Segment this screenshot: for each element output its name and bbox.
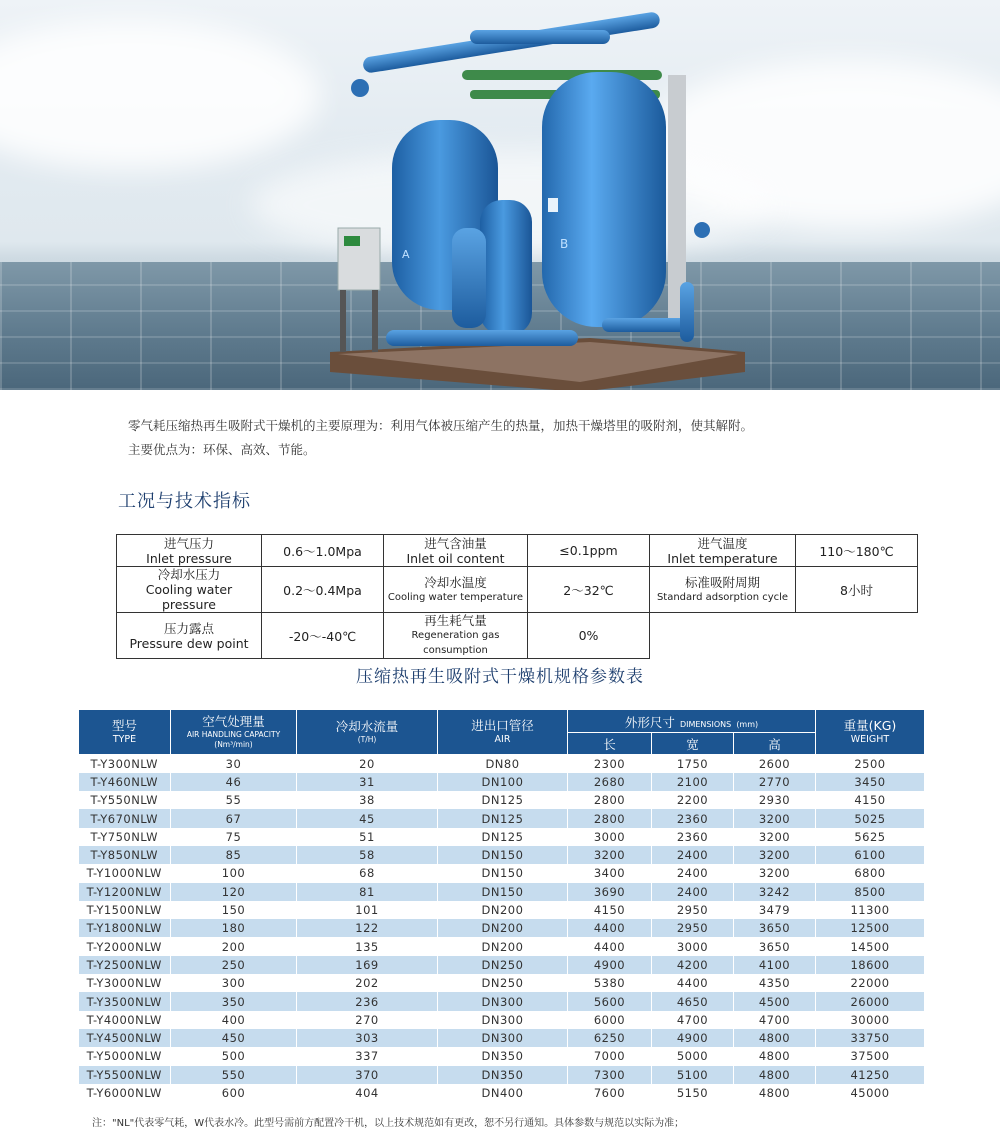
cell-height: 4800 — [734, 1047, 816, 1065]
cell-cooling-water: 303 — [297, 1029, 438, 1047]
cell-weight: 26000 — [816, 992, 925, 1010]
cell-type: T-Y4500NLW — [79, 1029, 171, 1047]
cell-air-capacity: 55 — [171, 791, 297, 809]
cell-port-size: DN125 — [438, 828, 568, 846]
cell-air-capacity: 550 — [171, 1066, 297, 1084]
cell-type: T-Y670NLW — [79, 809, 171, 827]
cell-width: 5150 — [652, 1084, 734, 1102]
cell-length: 3000 — [568, 828, 652, 846]
cell-air-capacity: 150 — [171, 901, 297, 919]
cooler-pipe — [452, 228, 486, 328]
cell-type: T-Y3500NLW — [79, 992, 171, 1010]
cell-length: 6000 — [568, 1011, 652, 1029]
cell-height: 3200 — [734, 864, 816, 882]
cell-length: 2680 — [568, 773, 652, 791]
conditions-title: 工况与技术指标 — [118, 491, 251, 512]
cell-width: 3000 — [652, 937, 734, 955]
cell-width: 2400 — [652, 846, 734, 864]
cell-height: 4500 — [734, 992, 816, 1010]
cell-length: 3400 — [568, 864, 652, 882]
cell-width: 2360 — [652, 828, 734, 846]
cell-weight: 45000 — [816, 1084, 925, 1102]
cell-cooling-water: 169 — [297, 956, 438, 974]
cond-label: 标准吸附周期 Standard adsorption cycle — [650, 567, 796, 613]
cell-port-size: DN350 — [438, 1047, 568, 1065]
cell-length: 5600 — [568, 992, 652, 1010]
cond-value: -20～-40℃ — [262, 613, 384, 659]
cell-cooling-water: 68 — [297, 864, 438, 882]
cell-cooling-water: 270 — [297, 1011, 438, 1029]
cell-length: 7000 — [568, 1047, 652, 1065]
cell-cooling-water: 45 — [297, 809, 438, 827]
cell-air-capacity: 180 — [171, 919, 297, 937]
cell-cooling-water: 135 — [297, 937, 438, 955]
cell-air-capacity: 500 — [171, 1047, 297, 1065]
cond-value: 0.2～0.4Mpa — [262, 567, 384, 613]
cell-length: 4400 — [568, 937, 652, 955]
table-row — [79, 883, 925, 901]
cell-cooling-water: 236 — [297, 992, 438, 1010]
cell-width: 2400 — [652, 883, 734, 901]
cell-height: 3650 — [734, 937, 816, 955]
cell-weight: 18600 — [816, 956, 925, 974]
cell-port-size: DN200 — [438, 919, 568, 937]
table-row — [79, 755, 925, 773]
cell-height: 4100 — [734, 956, 816, 974]
table-row — [79, 992, 925, 1010]
table-row — [79, 956, 925, 974]
cell-cooling-water: 51 — [297, 828, 438, 846]
cond-value: ≤0.1ppm — [528, 535, 650, 567]
cell-type: T-Y850NLW — [79, 846, 171, 864]
cell-height: 3650 — [734, 919, 816, 937]
cell-width: 1750 — [652, 755, 734, 773]
table-row — [79, 864, 925, 882]
table-row — [79, 773, 925, 791]
cell-air-capacity: 200 — [171, 937, 297, 955]
cell-width: 2200 — [652, 791, 734, 809]
cell-width: 2950 — [652, 901, 734, 919]
cell-width: 2950 — [652, 919, 734, 937]
cell-port-size: DN400 — [438, 1084, 568, 1102]
cell-type: T-Y4000NLW — [79, 1011, 171, 1029]
cell-cooling-water: 38 — [297, 791, 438, 809]
cond-label: 再生耗气量 Regeneration gas consumption — [384, 613, 528, 659]
cell-port-size: DN200 — [438, 937, 568, 955]
cabinet-leg — [372, 290, 378, 352]
cell-port-size: DN80 — [438, 755, 568, 773]
table-row — [79, 791, 925, 809]
cell-height: 2930 — [734, 791, 816, 809]
product-hero-image — [0, 0, 1000, 390]
cell-air-capacity: 450 — [171, 1029, 297, 1047]
cell-length: 2800 — [568, 791, 652, 809]
cell-weight: 6800 — [816, 864, 925, 882]
cell-length: 5380 — [568, 974, 652, 992]
cell-length: 3200 — [568, 846, 652, 864]
cell-weight: 5625 — [816, 828, 925, 846]
cond-label: 压力露点 Pressure dew point — [117, 613, 262, 659]
cell-weight: 22000 — [816, 974, 925, 992]
cell-air-capacity: 400 — [171, 1011, 297, 1029]
cell-weight: 2500 — [816, 755, 925, 773]
header-port-size: 进出口管径 AIR — [438, 710, 568, 755]
tank-b-label: B — [560, 237, 569, 251]
header-cooling-water: 冷却水流量 (T/H) — [297, 710, 438, 755]
cell-type: T-Y2500NLW — [79, 956, 171, 974]
valve — [351, 79, 369, 97]
cell-type: T-Y550NLW — [79, 791, 171, 809]
cell-length: 2300 — [568, 755, 652, 773]
header-dimensions: 外形尺寸 DIMENSIONS (mm) — [568, 710, 816, 733]
cabinet-leg — [340, 290, 346, 352]
cell-cooling-water: 101 — [297, 901, 438, 919]
tank-b — [542, 72, 666, 327]
intro-text — [128, 414, 753, 462]
table-row — [79, 1066, 925, 1084]
cell-height: 4350 — [734, 974, 816, 992]
cell-port-size: DN250 — [438, 974, 568, 992]
cell-cooling-water: 20 — [297, 755, 438, 773]
cell-type: T-Y3000NLW — [79, 974, 171, 992]
cell-cooling-water: 58 — [297, 846, 438, 864]
cell-weight: 14500 — [816, 937, 925, 955]
cell-weight: 3450 — [816, 773, 925, 791]
cell-air-capacity: 30 — [171, 755, 297, 773]
tank-a-label: A — [402, 248, 410, 261]
spec-header-row — [79, 710, 925, 733]
footnote: 注："NL"代表零气耗，W代表水冷。此型号需前方配置冷干机，以上技术规范如有更改，恕不另行通知。具体参数与规范以实际为准； — [92, 1118, 685, 1129]
cell-port-size: DN150 — [438, 883, 568, 901]
conditions-row — [117, 535, 918, 567]
header-height: 高 — [734, 733, 816, 755]
cell-port-size: DN300 — [438, 1029, 568, 1047]
cell-port-size: DN350 — [438, 1066, 568, 1084]
header-air-capacity: 空气处理量 AIR HANDLING CAPACITY (Nm³/min) — [171, 710, 297, 755]
header-length: 长 — [568, 733, 652, 755]
cell-weight: 30000 — [816, 1011, 925, 1029]
cell-width: 4400 — [652, 974, 734, 992]
cell-height: 4800 — [734, 1066, 816, 1084]
cell-air-capacity: 120 — [171, 883, 297, 901]
cell-height: 3200 — [734, 846, 816, 864]
cond-label: 进气压力 Inlet pressure — [117, 535, 262, 567]
cell-height: 3200 — [734, 828, 816, 846]
cell-air-capacity: 350 — [171, 992, 297, 1010]
cond-value: 2～32℃ — [528, 567, 650, 613]
conditions-row — [117, 613, 918, 659]
cell-weight: 12500 — [816, 919, 925, 937]
cell-cooling-water: 81 — [297, 883, 438, 901]
cell-port-size: DN300 — [438, 1011, 568, 1029]
spec-table-title: 压缩热再生吸附式干燥机规格参数表 — [356, 667, 644, 687]
cell-length: 4150 — [568, 901, 652, 919]
cell-type: T-Y750NLW — [79, 828, 171, 846]
cell-height: 4700 — [734, 1011, 816, 1029]
cell-type: T-Y1500NLW — [79, 901, 171, 919]
spec-table — [78, 709, 925, 1102]
cell-width: 2360 — [652, 809, 734, 827]
cell-weight: 11300 — [816, 901, 925, 919]
heater-vessel — [480, 200, 532, 335]
cell-height: 3200 — [734, 809, 816, 827]
cell-height: 3242 — [734, 883, 816, 901]
bottom-pipe — [386, 330, 578, 346]
cell-type: T-Y1200NLW — [79, 883, 171, 901]
cell-type: T-Y460NLW — [79, 773, 171, 791]
cond-label: 冷却水压力 Cooling water pressure — [117, 567, 262, 613]
cell-width: 4700 — [652, 1011, 734, 1029]
cell-type: T-Y5000NLW — [79, 1047, 171, 1065]
cell-port-size: DN100 — [438, 773, 568, 791]
table-row — [79, 809, 925, 827]
table-row — [79, 828, 925, 846]
table-row — [79, 919, 925, 937]
cell-air-capacity: 100 — [171, 864, 297, 882]
cond-value: 0% — [528, 613, 650, 659]
cell-cooling-water: 337 — [297, 1047, 438, 1065]
cell-height: 3479 — [734, 901, 816, 919]
cell-width: 4900 — [652, 1029, 734, 1047]
cell-weight: 33750 — [816, 1029, 925, 1047]
valve — [694, 222, 710, 238]
cell-height: 4800 — [734, 1029, 816, 1047]
cell-air-capacity: 600 — [171, 1084, 297, 1102]
table-row — [79, 901, 925, 919]
cond-value: 0.6～1.0Mpa — [262, 535, 384, 567]
cell-port-size: DN200 — [438, 901, 568, 919]
conditions-row — [117, 567, 918, 613]
cell-length: 7300 — [568, 1066, 652, 1084]
cell-air-capacity: 75 — [171, 828, 297, 846]
header-weight: 重量(KG) WEIGHT — [816, 710, 925, 755]
cell-port-size: DN250 — [438, 956, 568, 974]
header-type: 型号 TYPE — [79, 710, 171, 755]
cell-type: T-Y1800NLW — [79, 919, 171, 937]
spec-table-body — [79, 755, 925, 1103]
dryer-machine-illustration — [0, 0, 1000, 390]
cond-label: 冷却水温度 Cooling water temperature — [384, 567, 528, 613]
table-row — [79, 1011, 925, 1029]
table-row — [79, 974, 925, 992]
cell-length: 2800 — [568, 809, 652, 827]
header-width: 宽 — [652, 733, 734, 755]
cell-port-size: DN125 — [438, 791, 568, 809]
table-row — [79, 1029, 925, 1047]
cell-length: 4400 — [568, 919, 652, 937]
cell-port-size: DN150 — [438, 846, 568, 864]
cell-weight: 37500 — [816, 1047, 925, 1065]
intro-principle: 零气耗压缩热再生吸附式干燥机的主要原理为：利用气体被压缩产生的热量，加热干燥塔里的吸附剂，使其解附。 — [128, 418, 754, 433]
brand-logo-plate — [548, 198, 558, 212]
cell-type: T-Y2000NLW — [79, 937, 171, 955]
cell-type: T-Y5500NLW — [79, 1066, 171, 1084]
cell-cooling-water: 122 — [297, 919, 438, 937]
cond-label: 进气含油量 Inlet oil content — [384, 535, 528, 567]
cell-height: 2770 — [734, 773, 816, 791]
cond-label: 进气温度 Inlet temperature — [650, 535, 796, 567]
cell-air-capacity: 46 — [171, 773, 297, 791]
cell-length: 4900 — [568, 956, 652, 974]
bottom-pipe — [602, 318, 692, 332]
table-row — [79, 1047, 925, 1065]
intro-advantages: 主要优点为：环保、高效、节能。 — [128, 442, 316, 457]
cell-width: 5100 — [652, 1066, 734, 1084]
cell-width: 2100 — [652, 773, 734, 791]
cell-width: 5000 — [652, 1047, 734, 1065]
cell-cooling-water: 404 — [297, 1084, 438, 1102]
cell-cooling-water: 370 — [297, 1066, 438, 1084]
cell-air-capacity: 250 — [171, 956, 297, 974]
conditions-table — [116, 534, 918, 659]
cell-weight: 8500 — [816, 883, 925, 901]
cell-cooling-water: 202 — [297, 974, 438, 992]
cell-air-capacity: 67 — [171, 809, 297, 827]
cell-air-capacity: 300 — [171, 974, 297, 992]
cell-cooling-water: 31 — [297, 773, 438, 791]
cell-port-size: DN150 — [438, 864, 568, 882]
cell-width: 2400 — [652, 864, 734, 882]
cell-weight: 41250 — [816, 1066, 925, 1084]
cell-height: 2600 — [734, 755, 816, 773]
cell-weight: 6100 — [816, 846, 925, 864]
cell-port-size: DN125 — [438, 809, 568, 827]
cell-height: 4800 — [734, 1084, 816, 1102]
table-row — [79, 846, 925, 864]
cell-length: 7600 — [568, 1084, 652, 1102]
cell-type: T-Y1000NLW — [79, 864, 171, 882]
cell-weight: 4150 — [816, 791, 925, 809]
cell-air-capacity: 85 — [171, 846, 297, 864]
top-pipe — [470, 30, 610, 44]
cabinet-screen — [344, 236, 360, 246]
cell-type: T-Y6000NLW — [79, 1084, 171, 1102]
cell-type: T-Y300NLW — [79, 755, 171, 773]
cond-value: 110～180℃ — [796, 535, 918, 567]
cell-width: 4650 — [652, 992, 734, 1010]
cell-weight: 5025 — [816, 809, 925, 827]
cond-value: 8小时 — [796, 567, 918, 613]
cell-width: 4200 — [652, 956, 734, 974]
cell-port-size: DN300 — [438, 992, 568, 1010]
table-row — [79, 1084, 925, 1102]
riser-pipe — [680, 282, 694, 342]
table-row — [79, 937, 925, 955]
cell-length: 3690 — [568, 883, 652, 901]
cell-length: 6250 — [568, 1029, 652, 1047]
